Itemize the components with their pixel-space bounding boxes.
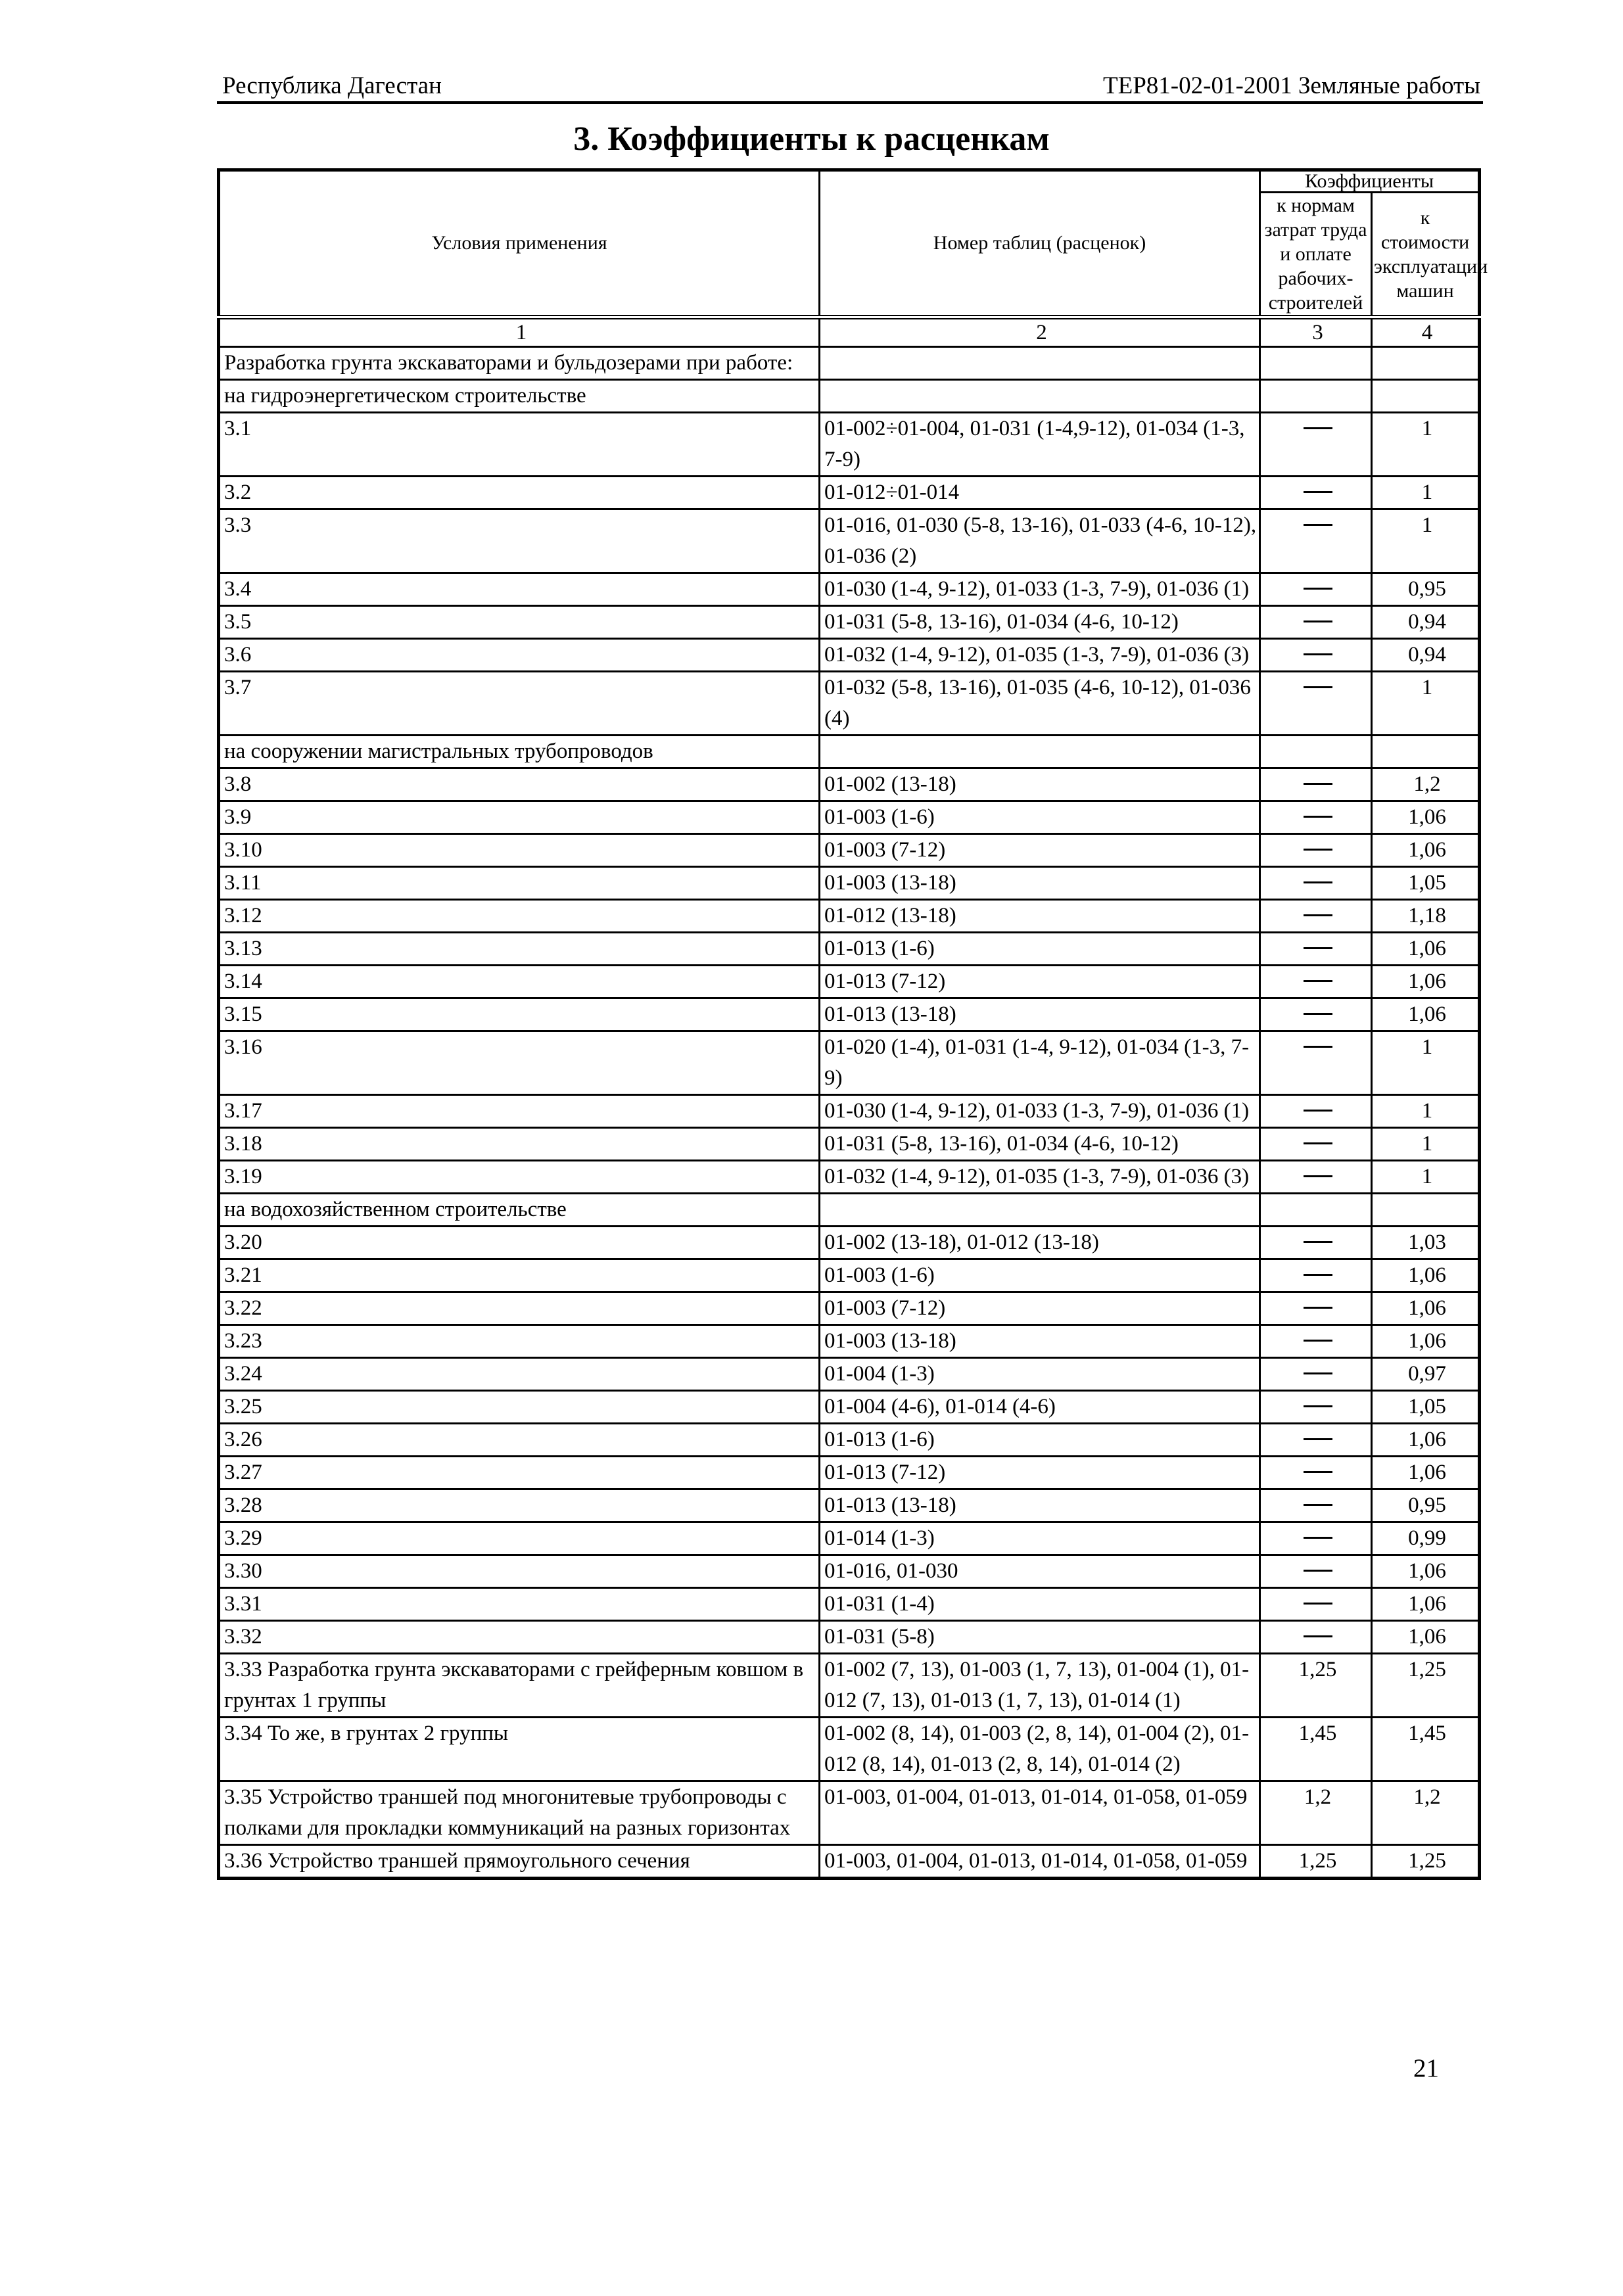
cell-table-numbers: 01-002 (8, 14), 01-003 (2, 8, 14), 01-004 (2), 01-012 (8, 14), 01-013 (2, 8, 14), 01-014 (2) — [820, 1718, 1260, 1781]
dash-mark — [1304, 621, 1332, 622]
col-header-tables: Номер таблиц (расценок) — [820, 170, 1260, 317]
cell-coef-labor-dash — [1260, 1128, 1372, 1161]
cell-coef-machines: 1,18 — [1372, 900, 1480, 933]
cell-coef-labor-dash — [1260, 768, 1372, 801]
cell-coef-labor-dash — [1260, 639, 1372, 672]
cell-coef-labor-dash — [1260, 1325, 1372, 1358]
dash-mark — [1304, 524, 1332, 526]
empty-cell — [820, 1194, 1260, 1227]
cell-table-numbers: 01-003 (1-6) — [820, 1259, 1260, 1292]
cell-coef-machines: 0,94 — [1372, 606, 1480, 639]
cell-coef-labor-dash — [1260, 413, 1372, 477]
section-row — [219, 380, 1480, 413]
dash-mark — [1304, 1013, 1332, 1015]
cell-coef-labor-dash — [1260, 1358, 1372, 1391]
cell-coef-machines: 1 — [1372, 413, 1480, 477]
cell-coef-labor-dash — [1260, 1095, 1372, 1128]
dash-mark — [1304, 947, 1332, 949]
cell-coef-labor-dash — [1260, 1292, 1372, 1325]
column-number: 4 — [1372, 317, 1480, 347]
cell-condition: 3.21 — [219, 1259, 820, 1292]
cell-coef-labor-dash — [1260, 477, 1372, 509]
cell-coef-machines: 1,25 — [1372, 1845, 1480, 1879]
cell-coef-labor-dash — [1260, 1161, 1372, 1194]
empty-cell — [820, 347, 1260, 380]
cell-table-numbers: 01-013 (7-12) — [820, 1457, 1260, 1489]
cell-table-numbers: 01-031 (5-8) — [820, 1621, 1260, 1654]
cell-condition: 3.32 — [219, 1621, 820, 1654]
table-row — [219, 1325, 1480, 1358]
column-numbers-row — [219, 317, 1480, 347]
cell-coef-labor-dash — [1260, 1259, 1372, 1292]
cell-condition: 3.36 Устройство траншей прямоугольного сечения — [219, 1845, 820, 1879]
cell-coef-machines: 1,06 — [1372, 933, 1480, 966]
cell-coef-machines: 1,06 — [1372, 1555, 1480, 1588]
column-number: 3 — [1260, 317, 1372, 347]
table-row — [219, 413, 1480, 477]
column-number: 2 — [820, 317, 1260, 347]
dash-mark — [1304, 881, 1332, 883]
cell-condition: 3.13 — [219, 933, 820, 966]
cell-table-numbers: 01-016, 01-030 — [820, 1555, 1260, 1588]
cell-coef-labor-dash — [1260, 606, 1372, 639]
dash-mark — [1304, 1438, 1332, 1440]
table-row — [219, 1588, 1480, 1621]
cell-coef-machines: 1 — [1372, 1161, 1480, 1194]
cell-table-numbers: 01-013 (1-6) — [820, 933, 1260, 966]
cell-table-numbers: 01-020 (1-4), 01-031 (1-4, 9-12), 01-034 (1-3, 7-9) — [820, 1031, 1260, 1095]
cell-coef-labor-dash — [1260, 1391, 1372, 1424]
coefficients-table — [217, 168, 1488, 1880]
table-row — [219, 1292, 1480, 1325]
cell-coef-machines: 1,06 — [1372, 1424, 1480, 1457]
empty-cell — [1372, 736, 1480, 768]
running-header — [217, 70, 1483, 104]
dash-mark — [1304, 1570, 1332, 1572]
empty-cell — [820, 736, 1260, 768]
cell-coef-machines: 1,2 — [1372, 1781, 1480, 1845]
cell-coef-machines: 1,06 — [1372, 1621, 1480, 1654]
cell-coef-labor-dash — [1260, 1424, 1372, 1457]
cell-coef-labor-dash — [1260, 509, 1372, 573]
dash-mark — [1304, 980, 1332, 982]
cell-condition: 3.25 — [219, 1391, 820, 1424]
table-row — [219, 1095, 1480, 1128]
cell-condition: 3.29 — [219, 1522, 820, 1555]
cell-coef-labor-dash — [1260, 573, 1372, 606]
cell-table-numbers: 01-003 (7-12) — [820, 1292, 1260, 1325]
header-region: Республика Дагестан — [222, 72, 442, 99]
table-body — [219, 317, 1480, 1879]
table-row — [219, 477, 1480, 509]
cell-coef-labor-dash — [1260, 672, 1372, 736]
cell-table-numbers: 01-004 (1-3) — [820, 1358, 1260, 1391]
table-row — [219, 1391, 1480, 1424]
table-row — [219, 1031, 1480, 1095]
table-row — [219, 834, 1480, 867]
dash-mark — [1304, 1307, 1332, 1309]
cell-table-numbers: 01-002÷01-004, 01-031 (1-4,9-12), 01-034 (1-3, 7-9) — [820, 413, 1260, 477]
header-document-code: ТЕР81-02-01-2001 Земляные работы — [1103, 72, 1480, 99]
cell-condition: 3.35 Устройство траншей под многонитевые трубопроводы с полками для прокладки коммуникаций на разных горизонтах — [219, 1781, 820, 1845]
dash-mark — [1304, 653, 1332, 655]
cell-condition: 3.3 — [219, 509, 820, 573]
cell-coef-machines: 1,06 — [1372, 834, 1480, 867]
cell-condition: 3.22 — [219, 1292, 820, 1325]
table-row — [219, 672, 1480, 736]
section-row — [219, 347, 1480, 380]
cell-condition: 3.15 — [219, 998, 820, 1031]
cell-coef-machines: 0,97 — [1372, 1358, 1480, 1391]
empty-cell — [1260, 380, 1372, 413]
col-header-coef-machines: к стоимости эксплуатации машин — [1372, 193, 1480, 317]
cell-table-numbers: 01-003 (13-18) — [820, 867, 1260, 900]
cell-coef-labor-dash — [1260, 1227, 1372, 1259]
cell-coef-machines: 0,94 — [1372, 639, 1480, 672]
cell-condition: 3.10 — [219, 834, 820, 867]
cell-coef-labor-dash — [1260, 1621, 1372, 1654]
table-row — [219, 606, 1480, 639]
cell-coef-labor: 1,2 — [1260, 1781, 1372, 1845]
cell-table-numbers: 01-013 (7-12) — [820, 966, 1260, 998]
cell-table-numbers: 01-003 (13-18) — [820, 1325, 1260, 1358]
cell-coef-labor-dash — [1260, 1457, 1372, 1489]
table-row — [219, 801, 1480, 834]
cell-table-numbers: 01-003 (7-12) — [820, 834, 1260, 867]
cell-table-numbers: 01-013 (13-18) — [820, 998, 1260, 1031]
cell-condition: 3.34 То же, в грунтах 2 группы — [219, 1718, 820, 1781]
dash-mark — [1304, 849, 1332, 851]
cell-coef-machines: 1 — [1372, 1128, 1480, 1161]
table-row — [219, 1654, 1480, 1718]
cell-coef-labor-dash — [1260, 801, 1372, 834]
table-row — [219, 1621, 1480, 1654]
dash-mark — [1304, 1046, 1332, 1048]
cell-coef-machines: 1,06 — [1372, 966, 1480, 998]
dash-mark — [1304, 1603, 1332, 1605]
dash-mark — [1304, 1372, 1332, 1374]
cell-condition: 3.7 — [219, 672, 820, 736]
dash-mark — [1304, 1471, 1332, 1473]
cell-coef-machines: 1 — [1372, 509, 1480, 573]
cell-coef-machines: 1,06 — [1372, 1457, 1480, 1489]
cell-coef-machines: 1,45 — [1372, 1718, 1480, 1781]
dash-mark — [1304, 816, 1332, 818]
dash-mark — [1304, 1110, 1332, 1112]
cell-coef-machines: 1,06 — [1372, 801, 1480, 834]
dash-mark — [1304, 1537, 1332, 1539]
cell-condition: 3.9 — [219, 801, 820, 834]
table-row — [219, 1718, 1480, 1781]
cell-condition: 3.31 — [219, 1588, 820, 1621]
table-row — [219, 933, 1480, 966]
cell-table-numbers: 01-032 (1-4, 9-12), 01-035 (1-3, 7-9), 01-036 (3) — [820, 639, 1260, 672]
cell-coef-labor-dash — [1260, 900, 1372, 933]
table-row — [219, 998, 1480, 1031]
table-row — [219, 1555, 1480, 1588]
cell-coef-machines: 1,25 — [1372, 1654, 1480, 1718]
table-row — [219, 1424, 1480, 1457]
dash-mark — [1304, 686, 1332, 688]
table-row — [219, 1128, 1480, 1161]
empty-cell — [1372, 1194, 1480, 1227]
cell-condition: 3.1 — [219, 413, 820, 477]
table-row — [219, 966, 1480, 998]
empty-cell — [1260, 736, 1372, 768]
cell-coef-machines: 1,05 — [1372, 1391, 1480, 1424]
cell-coef-labor-dash — [1260, 1031, 1372, 1095]
cell-condition: 3.12 — [219, 900, 820, 933]
cell-condition: 3.26 — [219, 1424, 820, 1457]
table-row — [219, 1227, 1480, 1259]
table-row — [219, 1489, 1480, 1522]
cell-table-numbers: 01-003 (1-6) — [820, 801, 1260, 834]
cell-coef-machines: 1,06 — [1372, 1259, 1480, 1292]
cell-coef-machines: 1,06 — [1372, 998, 1480, 1031]
section-title: на водохозяйственном строительстве — [219, 1194, 820, 1227]
dash-mark — [1304, 914, 1332, 916]
dash-mark — [1304, 1142, 1332, 1144]
cell-table-numbers: 01-030 (1-4, 9-12), 01-033 (1-3, 7-9), 01-036 (1) — [820, 573, 1260, 606]
cell-coef-machines: 1,2 — [1372, 768, 1480, 801]
cell-condition: 3.16 — [219, 1031, 820, 1095]
table-row — [219, 1358, 1480, 1391]
cell-table-numbers: 01-030 (1-4, 9-12), 01-033 (1-3, 7-9), 01-036 (1) — [820, 1095, 1260, 1128]
table-row — [219, 900, 1480, 933]
cell-table-numbers: 01-002 (13-18), 01-012 (13-18) — [820, 1227, 1260, 1259]
section-title: на гидроэнергетическом строительстве — [219, 380, 820, 413]
cell-coef-machines: 1 — [1372, 672, 1480, 736]
cell-coef-labor-dash — [1260, 933, 1372, 966]
cell-condition: 3.17 — [219, 1095, 820, 1128]
table-row — [219, 573, 1480, 606]
cell-table-numbers: 01-031 (5-8, 13-16), 01-034 (4-6, 10-12) — [820, 1128, 1260, 1161]
cell-table-numbers: 01-016, 01-030 (5-8, 13-16), 01-033 (4-6, 10-12), 01-036 (2) — [820, 509, 1260, 573]
cell-condition: 3.27 — [219, 1457, 820, 1489]
empty-cell — [1372, 380, 1480, 413]
table-row — [219, 1522, 1480, 1555]
table-row — [219, 509, 1480, 573]
empty-cell — [820, 380, 1260, 413]
dash-mark — [1304, 491, 1332, 493]
table-row — [219, 1845, 1480, 1879]
section-row — [219, 1194, 1480, 1227]
cell-table-numbers: 01-012 (13-18) — [820, 900, 1260, 933]
cell-condition: 3.6 — [219, 639, 820, 672]
cell-coef-labor: 1,25 — [1260, 1654, 1372, 1718]
cell-table-numbers: 01-014 (1-3) — [820, 1522, 1260, 1555]
empty-cell — [1260, 347, 1372, 380]
cell-coef-machines: 1 — [1372, 477, 1480, 509]
cell-coef-labor-dash — [1260, 1555, 1372, 1588]
cell-condition: 3.30 — [219, 1555, 820, 1588]
cell-coef-labor-dash — [1260, 1489, 1372, 1522]
cell-condition: 3.33 Разработка грунта экскаваторами с грейферным ковшом в грунтах 1 группы — [219, 1654, 820, 1718]
dash-mark — [1304, 1274, 1332, 1276]
cell-table-numbers: 01-032 (1-4, 9-12), 01-035 (1-3, 7-9), 01-036 (3) — [820, 1161, 1260, 1194]
cell-coef-machines: 1,06 — [1372, 1292, 1480, 1325]
cell-table-numbers: 01-031 (1-4) — [820, 1588, 1260, 1621]
cell-coef-labor-dash — [1260, 966, 1372, 998]
cell-table-numbers: 01-013 (1-6) — [820, 1424, 1260, 1457]
table-row — [219, 768, 1480, 801]
cell-table-numbers: 01-031 (5-8, 13-16), 01-034 (4-6, 10-12) — [820, 606, 1260, 639]
cell-table-numbers: 01-004 (4-6), 01-014 (4-6) — [820, 1391, 1260, 1424]
cell-table-numbers: 01-032 (5-8, 13-16), 01-035 (4-6, 10-12), 01-036 (4) — [820, 672, 1260, 736]
empty-cell — [1260, 1194, 1372, 1227]
table-row — [219, 1161, 1480, 1194]
cell-coef-labor-dash — [1260, 834, 1372, 867]
section-title: на сооружении магистральных трубопроводов — [219, 736, 820, 768]
cell-condition: 3.2 — [219, 477, 820, 509]
cell-condition: 3.19 — [219, 1161, 820, 1194]
table-row — [219, 639, 1480, 672]
cell-coef-machines: 1,05 — [1372, 867, 1480, 900]
cell-coef-machines: 1,06 — [1372, 1588, 1480, 1621]
table-row — [219, 1457, 1480, 1489]
dash-mark — [1304, 1340, 1332, 1342]
cell-table-numbers: 01-003, 01-004, 01-013, 01-014, 01-058, 01-059 — [820, 1781, 1260, 1845]
dash-mark — [1304, 1635, 1332, 1637]
cell-condition: 3.23 — [219, 1325, 820, 1358]
empty-cell — [1372, 347, 1480, 380]
cell-coef-machines: 1,06 — [1372, 1325, 1480, 1358]
cell-table-numbers: 01-003, 01-004, 01-013, 01-014, 01-058, 01-059 — [820, 1845, 1260, 1879]
cell-condition: 3.11 — [219, 867, 820, 900]
column-number: 1 — [219, 317, 820, 347]
cell-coef-machines: 1,03 — [1372, 1227, 1480, 1259]
cell-condition: 3.4 — [219, 573, 820, 606]
col-header-coefficients: Коэффициенты — [1260, 170, 1480, 193]
cell-coef-labor-dash — [1260, 998, 1372, 1031]
col-header-conditions: Условия применения — [219, 170, 820, 317]
table-row — [219, 1781, 1480, 1845]
cell-coef-machines: 1 — [1372, 1031, 1480, 1095]
cell-table-numbers: 01-013 (13-18) — [820, 1489, 1260, 1522]
dash-mark — [1304, 1241, 1332, 1243]
table-row — [219, 867, 1480, 900]
cell-condition: 3.18 — [219, 1128, 820, 1161]
cell-table-numbers: 01-012÷01-014 — [820, 477, 1260, 509]
cell-condition: 3.20 — [219, 1227, 820, 1259]
cell-coef-machines: 1 — [1372, 1095, 1480, 1128]
dash-mark — [1304, 588, 1332, 590]
dash-mark — [1304, 1405, 1332, 1407]
section-row — [219, 736, 1480, 768]
cell-coef-machines: 0,99 — [1372, 1522, 1480, 1555]
cell-coef-labor: 1,25 — [1260, 1845, 1372, 1879]
cell-condition: 3.5 — [219, 606, 820, 639]
cell-coef-machines: 0,95 — [1372, 1489, 1480, 1522]
cell-condition: 3.28 — [219, 1489, 820, 1522]
dash-mark — [1304, 1504, 1332, 1506]
dash-mark — [1304, 783, 1332, 785]
cell-condition: 3.14 — [219, 966, 820, 998]
page-number: 21 — [1413, 2054, 1439, 2082]
table-row — [219, 1259, 1480, 1292]
cell-table-numbers: 01-002 (13-18) — [820, 768, 1260, 801]
page-title: 3. Коэффициенты к расценкам — [573, 120, 1050, 158]
dash-mark — [1304, 427, 1332, 429]
cell-condition: 3.24 — [219, 1358, 820, 1391]
cell-condition: 3.8 — [219, 768, 820, 801]
cell-table-numbers: 01-002 (7, 13), 01-003 (1, 7, 13), 01-004 (1), 01-012 (7, 13), 01-013 (1, 7, 13), 01-014 (1) — [820, 1654, 1260, 1718]
col-header-coef-labor: к нормам затрат труда и оплате рабочих-строителей — [1260, 193, 1372, 317]
cell-coef-machines: 0,95 — [1372, 573, 1480, 606]
cell-coef-labor-dash — [1260, 867, 1372, 900]
section-title: Разработка грунта экскаваторами и бульдозерами при работе: — [219, 347, 820, 380]
cell-coef-labor: 1,45 — [1260, 1718, 1372, 1781]
cell-coef-labor-dash — [1260, 1522, 1372, 1555]
dash-mark — [1304, 1175, 1332, 1177]
cell-coef-labor-dash — [1260, 1588, 1372, 1621]
